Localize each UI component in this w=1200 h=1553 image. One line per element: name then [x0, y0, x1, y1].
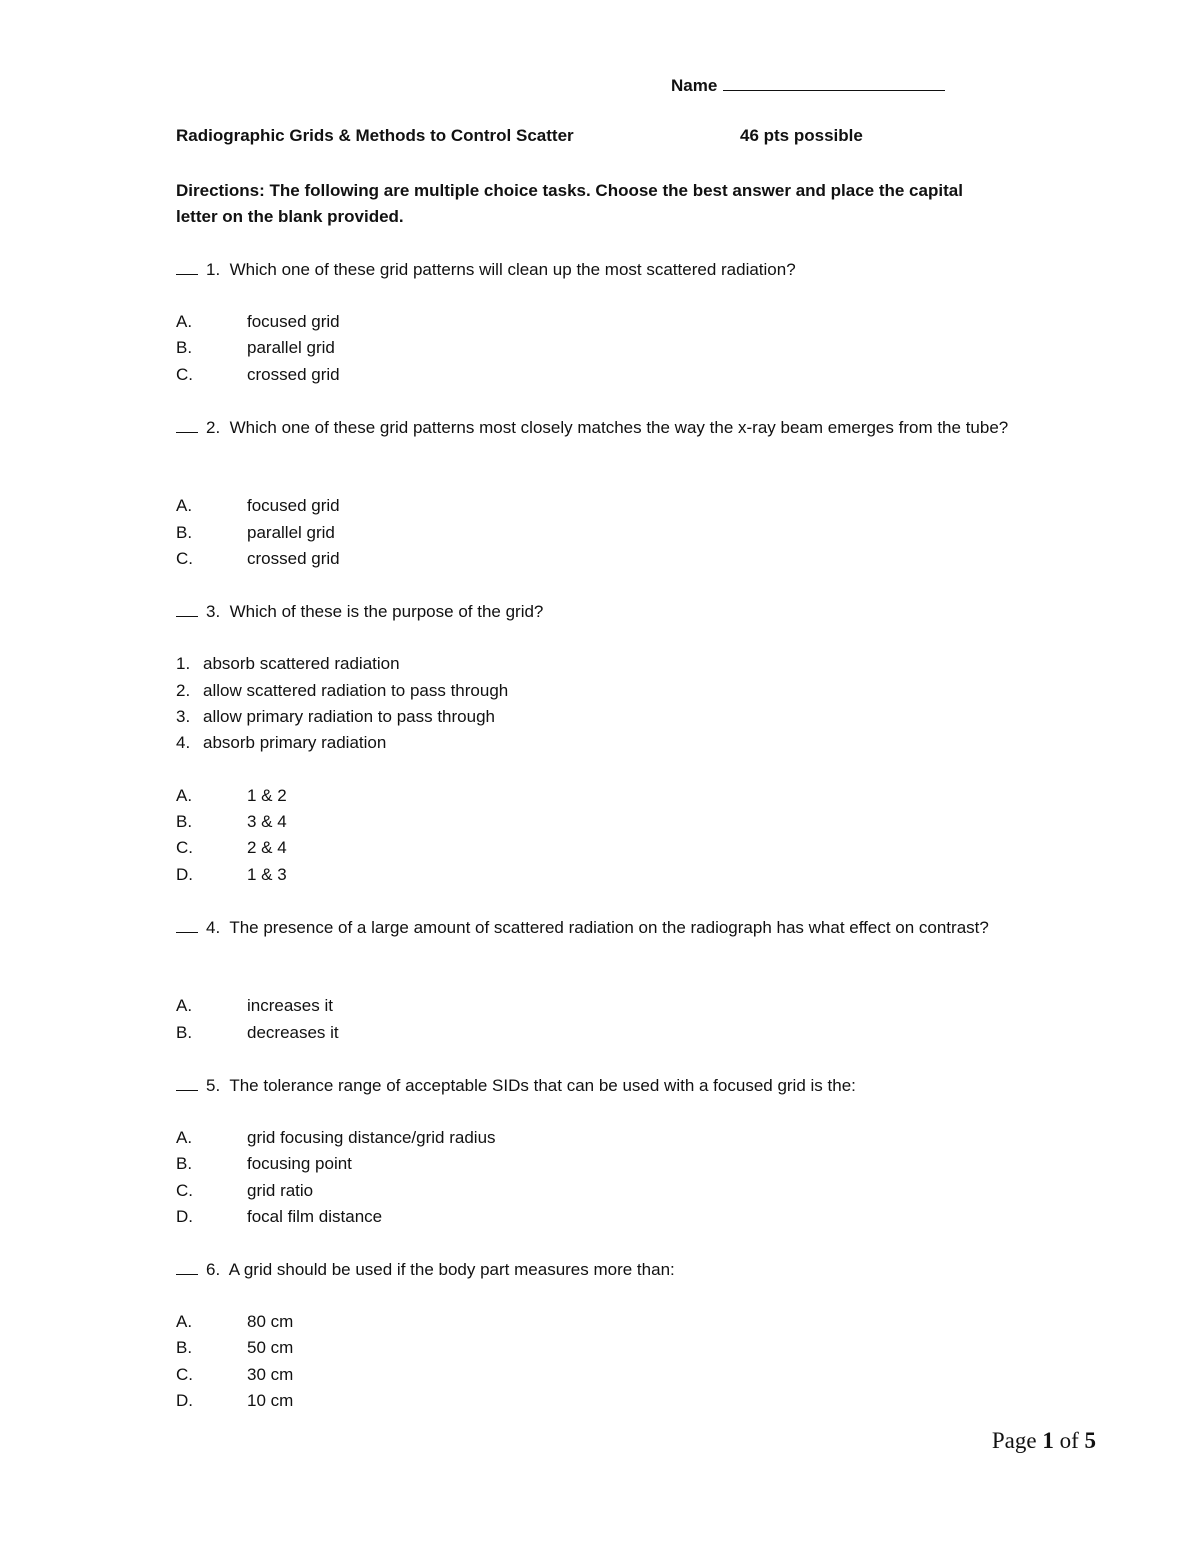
name-label: Name [671, 76, 718, 95]
option-row [176, 1151, 352, 1177]
option-letter: D. [176, 1391, 193, 1410]
statement-text: absorb scattered radiation [203, 654, 400, 673]
option-text: parallel grid [247, 523, 335, 542]
statement-row [176, 678, 508, 704]
option-text: 50 cm [247, 1338, 294, 1357]
option-row [176, 835, 287, 861]
option-text: focusing point [247, 1154, 352, 1173]
question-3 [176, 599, 1026, 625]
option-text: 1 & 2 [247, 786, 287, 805]
question-1 [176, 257, 1026, 283]
option-text: decreases it [247, 1023, 339, 1042]
question-2 [176, 415, 1026, 441]
statement-number: 2. [176, 681, 191, 700]
option-row [176, 1178, 313, 1204]
option-row [176, 520, 335, 546]
option-text: 30 cm [247, 1365, 294, 1384]
question-text: A grid should be used if the body part measures more than: [228, 1260, 675, 1279]
question-number: 2. [206, 418, 221, 437]
option-row [176, 783, 287, 809]
directions-text: Directions: The following are multiple choice tasks. Choose the best answer and place the capital letter on the blank provided. [176, 181, 963, 226]
name-blank-line[interactable] [723, 74, 945, 91]
answer-blank[interactable] [176, 260, 198, 275]
option-letter: A. [176, 996, 193, 1015]
option-row [176, 1020, 339, 1046]
statement-row [176, 651, 400, 677]
question-number: 1. [206, 260, 221, 279]
question-number: 6. [206, 1260, 221, 1279]
option-letter: B. [176, 812, 193, 831]
statement-row [176, 730, 386, 756]
option-letter: C. [176, 1181, 193, 1200]
question-text: The tolerance range of acceptable SIDs that can be used with a focused grid is the: [229, 1076, 856, 1095]
statement-text: allow primary radiation to pass through [203, 707, 495, 726]
question-text: Which one of these grid patterns will clean up the most scattered radiation? [229, 260, 796, 279]
option-row [176, 335, 335, 361]
option-letter: B. [176, 1023, 193, 1042]
option-row [176, 309, 340, 335]
option-letter: A. [176, 1312, 193, 1331]
statement-number: 4. [176, 733, 191, 752]
total-pages: 5 [1084, 1428, 1096, 1453]
question-text: Which of these is the purpose of the grid? [229, 602, 544, 621]
option-row [176, 1204, 382, 1230]
option-text: grid focusing distance/grid radius [247, 1128, 496, 1147]
option-row [176, 862, 287, 888]
option-row [176, 546, 340, 572]
option-letter: B. [176, 338, 193, 357]
option-row [176, 1309, 293, 1335]
statement-text: absorb primary radiation [203, 733, 387, 752]
question-number: 5. [206, 1076, 221, 1095]
option-letter: D. [176, 865, 193, 884]
question-6 [176, 1257, 1026, 1283]
points-possible: 46 pts possible [740, 126, 863, 145]
option-letter: A. [176, 786, 193, 805]
name-field [671, 74, 945, 96]
option-row [176, 1125, 496, 1151]
option-text: 80 cm [247, 1312, 294, 1331]
option-row [176, 362, 340, 388]
option-row [176, 809, 287, 835]
statement-text: allow scattered radiation to pass through [203, 681, 509, 700]
option-letter: B. [176, 1338, 193, 1357]
answer-blank[interactable] [176, 602, 198, 617]
question-number: 3. [206, 602, 221, 621]
option-letter: C. [176, 365, 193, 384]
option-text: focused grid [247, 496, 340, 515]
option-text: 1 & 3 [247, 865, 287, 884]
option-text: focused grid [247, 312, 340, 331]
document-title: Radiographic Grids & Methods to Control Scatter [176, 126, 574, 145]
option-letter: A. [176, 496, 193, 515]
option-text: 2 & 4 [247, 838, 287, 857]
statement-number: 3. [176, 707, 191, 726]
page-number-footer [992, 1428, 1096, 1454]
option-text: 10 cm [247, 1391, 294, 1410]
option-row [176, 1362, 293, 1388]
option-row [176, 493, 340, 519]
page-word: Page [991, 1428, 1037, 1453]
option-row [176, 993, 333, 1019]
question-text: Which one of these grid patterns most closely matches the way the x-ray beam emerges from the tube? [229, 418, 1009, 437]
question-text: The presence of a large amount of scattered radiation on the radiograph has what effect on contrast? [229, 918, 989, 937]
option-row [176, 1388, 293, 1414]
statement-row [176, 704, 495, 730]
option-text: crossed grid [247, 365, 340, 384]
option-letter: B. [176, 1154, 193, 1173]
option-text: focal film distance [247, 1207, 383, 1226]
answer-blank[interactable] [176, 1076, 198, 1091]
option-row [176, 1335, 293, 1361]
option-text: crossed grid [247, 549, 340, 568]
option-text: increases it [247, 996, 333, 1015]
answer-blank[interactable] [176, 918, 198, 933]
option-text: 3 & 4 [247, 812, 287, 831]
option-letter: B. [176, 523, 193, 542]
of-word: of [1059, 1428, 1079, 1453]
option-letter: A. [176, 312, 193, 331]
option-letter: C. [176, 1365, 193, 1384]
question-5 [176, 1073, 1026, 1099]
current-page: 1 [1042, 1428, 1054, 1453]
option-text: parallel grid [247, 338, 335, 357]
statement-number: 1. [176, 654, 191, 673]
question-number: 4. [206, 918, 221, 937]
option-letter: C. [176, 838, 193, 857]
option-text: grid ratio [247, 1181, 314, 1200]
option-letter: C. [176, 549, 193, 568]
option-letter: A. [176, 1128, 193, 1147]
answer-blank[interactable] [176, 1260, 198, 1275]
option-letter: D. [176, 1207, 193, 1226]
question-4 [176, 915, 1026, 941]
answer-blank[interactable] [176, 418, 198, 433]
